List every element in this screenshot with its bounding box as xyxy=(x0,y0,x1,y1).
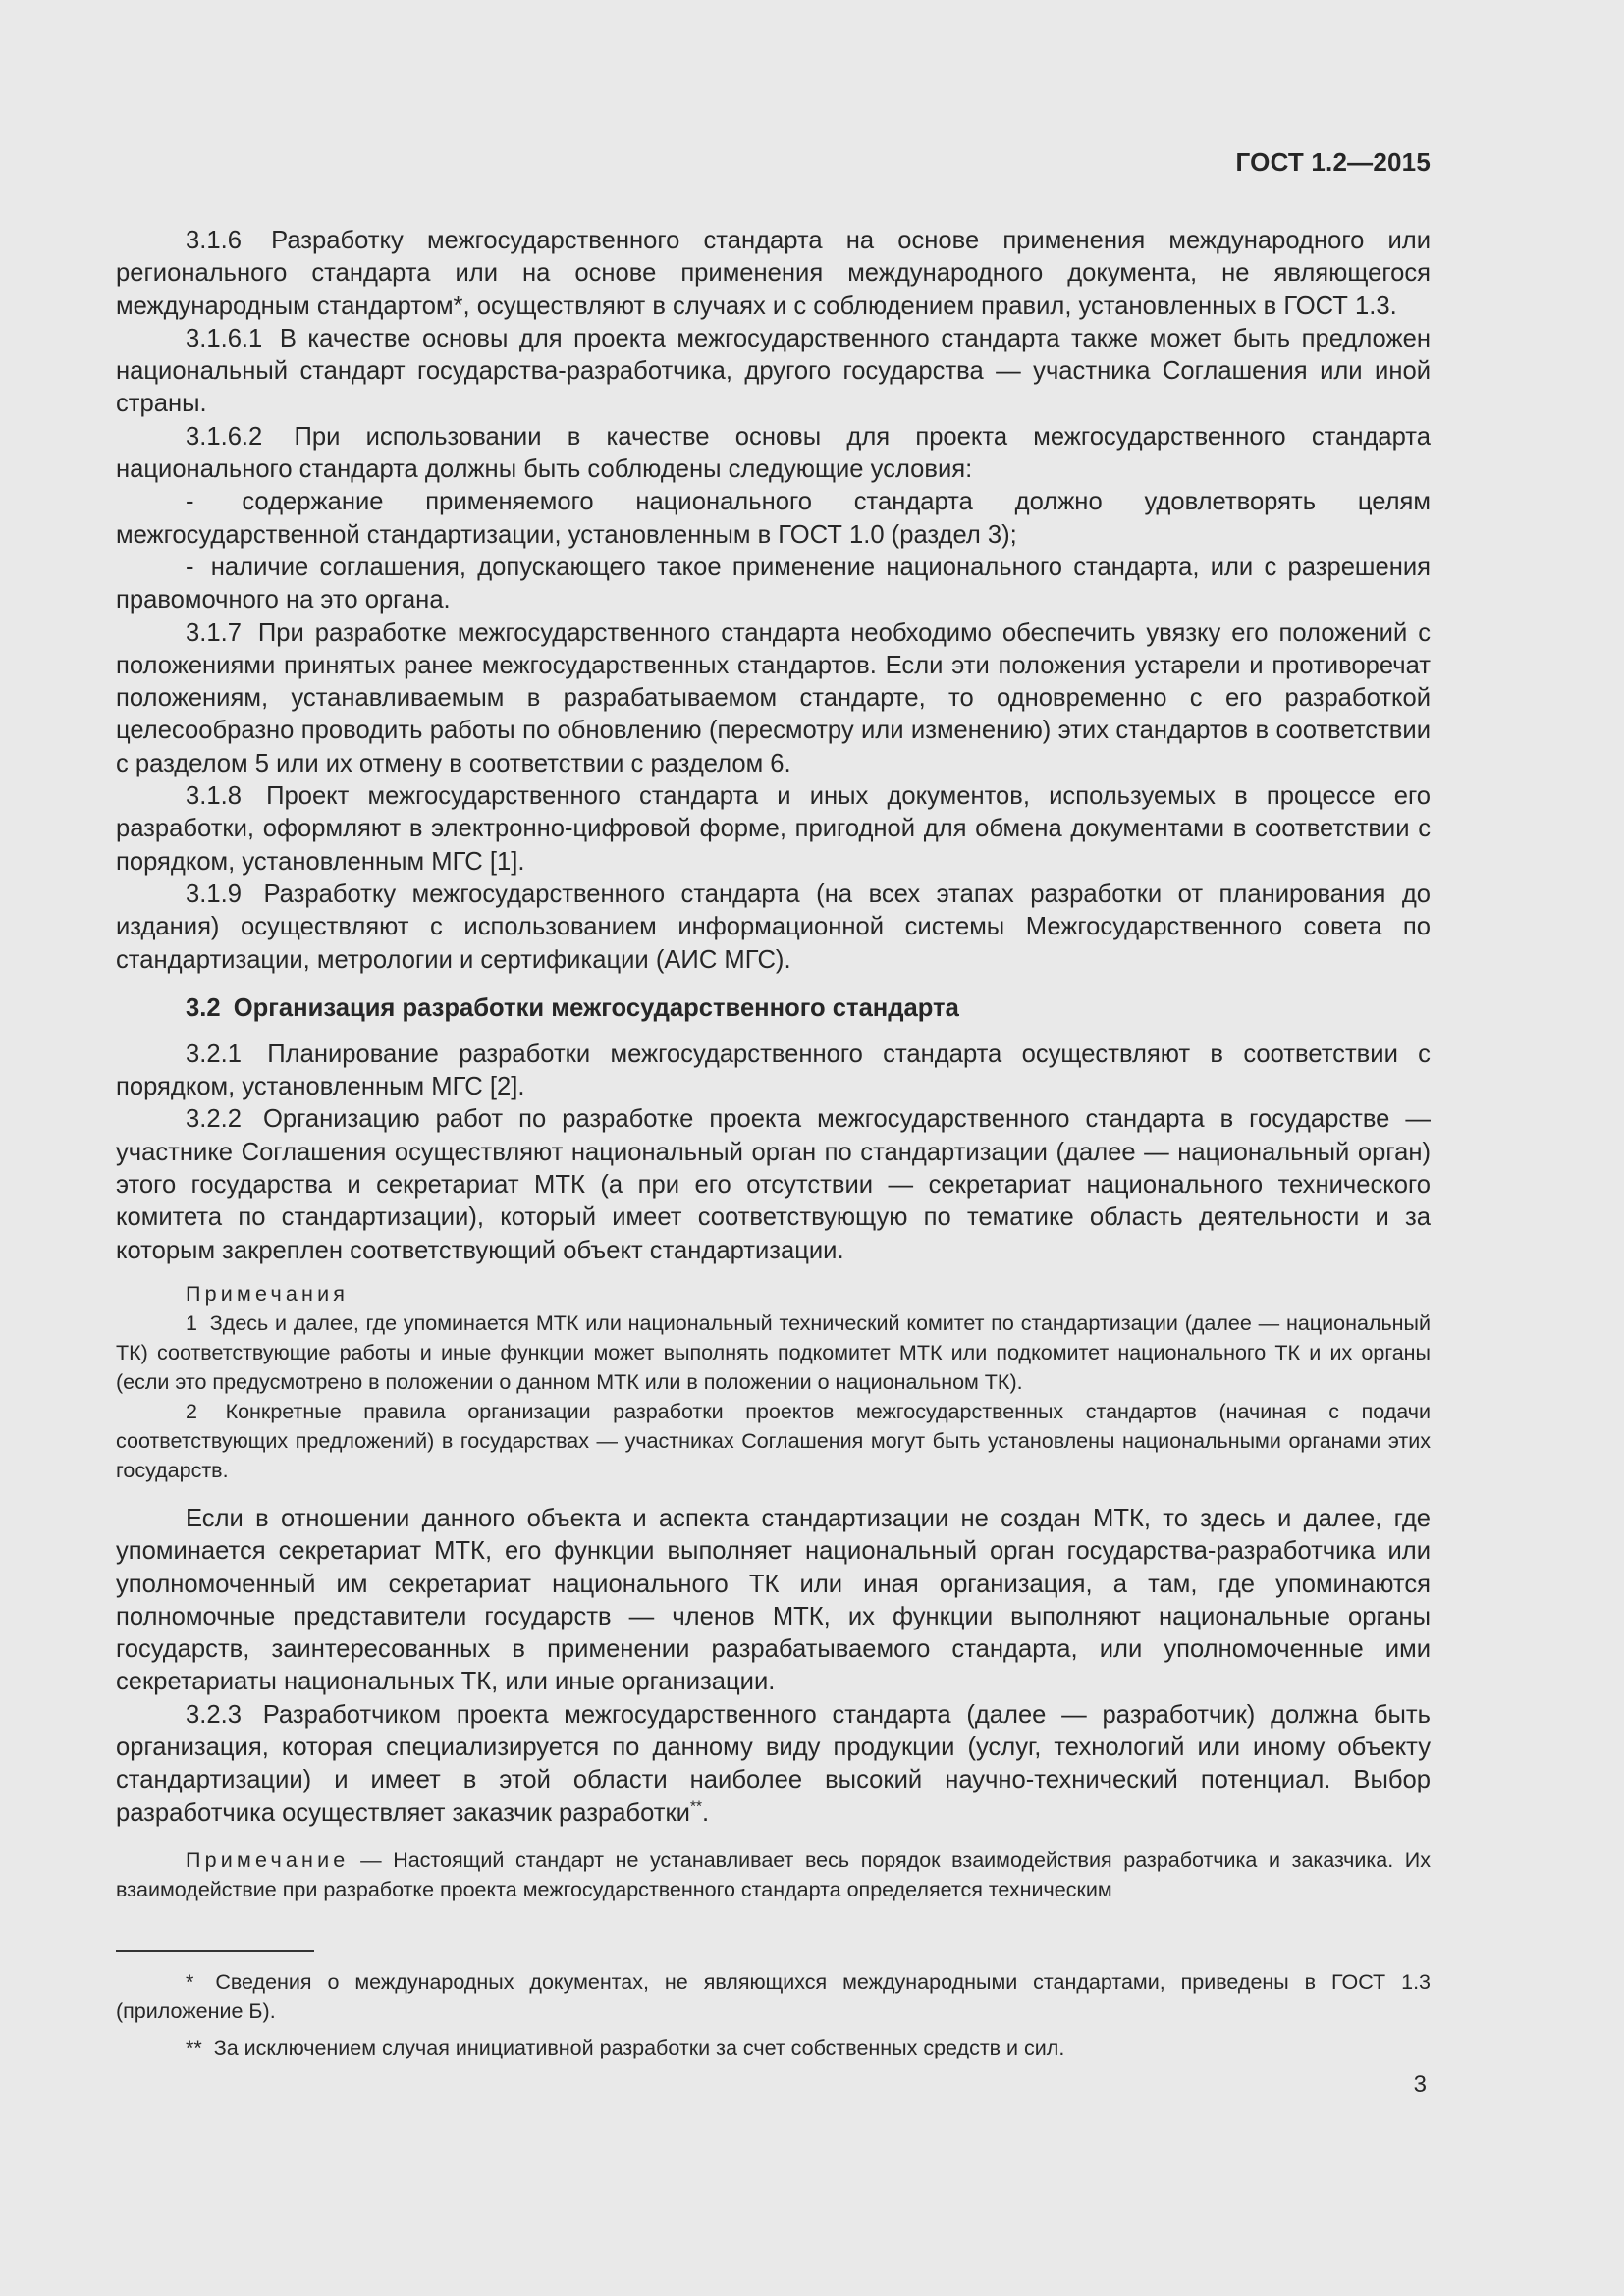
list-item: - содержание применяемого национального стандарта должно удовлетворять целям межгосударственной стандартизации, установленным в ГОСТ 1.0 (раздел 3); xyxy=(116,488,1431,549)
page-number: 3 xyxy=(1413,2071,1427,2098)
footnote-divider xyxy=(116,1950,314,1952)
footnotes xyxy=(116,1967,1431,2069)
note-item: 1 Здесь и далее, где упоминается МТК или национальный технический комитет по стандартизации (далее — национальный ТК) соответствующие работы и иные функции может выполнять подкомитет МТК или подкомитет национального ТК и их органы (если это предусмотрено в положении о данном МТК или в положении о национальном ТК). xyxy=(116,1310,1431,1394)
paragraph-3-1-6-2: 3.1.6.2 При использовании в качестве основы для проекта межгосударственного стандарта национального стандарта должны быть соблюдены следующие условия: xyxy=(116,422,1431,484)
notes-title: Примечания xyxy=(186,1281,350,1306)
paragraph-3-1-9: 3.1.9 Разработку межгосударственного стандарта (на всех этапах разработки от планирования до издания) осуществляют с использованием информационной системы Межгосударственного совета по стандартизации, метрологии и сертификации (АИС МГС). xyxy=(116,880,1431,974)
list-item: - наличие соглашения, допускающего такое применение национального стандарта, или с разрешения правомочного на это органа. xyxy=(116,553,1431,614)
footnote-ref: ** xyxy=(689,1798,702,1816)
paragraph-3-1-7: 3.1.7 При разработке межгосударственного стандарта необходимо обеспечить увязку его положений с положениями принятых ранее межгосударственных стандартов. Если эти положения устарели и противоречат положениям, устанавливаемым в разрабатываемом стандарте, то одновременно с его разработкой целесообразно проводить работы по обновлению (пересмотру или изменению) этих стандартов в соответствии с разделом 5 или их отмену в соответствии с разделом 6. xyxy=(116,618,1431,777)
footnote-item: ** За исключением случая инициативной разработки за счет собственных средств и сил. xyxy=(186,2036,1065,2059)
paragraph-3-1-8: 3.1.8 Проект межгосударственного стандарта и иных документов, используемых в процессе его разработки, оформляют в электронно-цифровой форме, пригодной для обмена документами в соответствии с порядком, установленным МГС [1]. xyxy=(116,782,1431,876)
paragraph-3-1-6-1: 3.1.6.1 В качестве основы для проекта межгосударственного стандарта также может быть предложен национальный стандарт государства-разработчика, другого государства — участника Соглашения или иной страны. xyxy=(116,324,1431,418)
notes-block xyxy=(116,1308,1431,1485)
paragraph-3-2-1: 3.2.1 Планирование разработки межгосударственного стандарта осуществляют в соответствии с порядком, установленным МГС [2]. xyxy=(116,1040,1431,1101)
paragraph-3-1-6: 3.1.6 Разработку межгосударственного стандарта на основе применения международного или регионального стандарта или на основе применения международного документа, не являющегося международным стандартом*, осуществляют в случаях и с соблюдением правил, установленных в ГОСТ 1.3. xyxy=(116,227,1431,320)
footnote-item: * Сведения о международных документах, не являющихся международными стандартами, приведены в ГОСТ 1.3 (приложение Б). xyxy=(116,1970,1431,2023)
body-text xyxy=(116,225,1431,1904)
single-note: Примечание — Настоящий стандарт не устанавливает весь порядок взаимодействия разработчика и заказчика. Их взаимодействие при разработке проекта межгосударственного стандарта определяется техническим xyxy=(116,1847,1432,1901)
running-header: ГОСТ 1.2—2015 xyxy=(1235,147,1431,177)
note-item: 2 Конкретные правила организации разработки проектов межгосударственных стандартов (начиная с подачи соответствующих предложений) в государствах — участниках Соглашения могут быть установлены национальными органами этих государств. xyxy=(116,1399,1431,1482)
paragraph-3-2-3: 3.2.3 Разработчиком проекта межгосударственного стандарта (далее — разработчик) должна быть организация, которая специализируется по данному виду продукции (услуг, технологий или иному объекту стандартизации) и имеет в этой области наиболее высокий научно-технический потенциал. Выбор разработчика осуществляет заказчик разработки**. xyxy=(116,1700,1431,1827)
paragraph-no-mtk: Если в отношении данного объекта и аспекта стандартизации не создан МТК, то здесь и далее, где упоминается секретариат МТК, его функции выполняет национальный орган государства-разработчика или уполномоченный им секретариат национального ТК или иная организация, а там, где упоминаются полномочные представители государств — членов МТК, их функции выполняют национальные органы государств, заинтересованных в применении разрабатываемого стандарта, или уполномоченные ими секретариаты национальных ТК, или иные организации. xyxy=(116,1504,1431,1696)
paragraph-3-2-2: 3.2.2 Организацию работ по разработке проекта межгосударственного стандарта в государстве — участнике Соглашения осуществляют национальный орган по стандартизации (далее — национальный орган) этого государства и секретариат МТК (а при его отсутствии — секретариат национального технического комитета по стандартизации), который имеет соответствующую по тематике область деятельности и за которым закреплен соответствующий объект стандартизации. xyxy=(116,1105,1431,1264)
section-heading-3-2: 3.2 Организация разработки межгосударственного стандарта xyxy=(186,993,959,1022)
